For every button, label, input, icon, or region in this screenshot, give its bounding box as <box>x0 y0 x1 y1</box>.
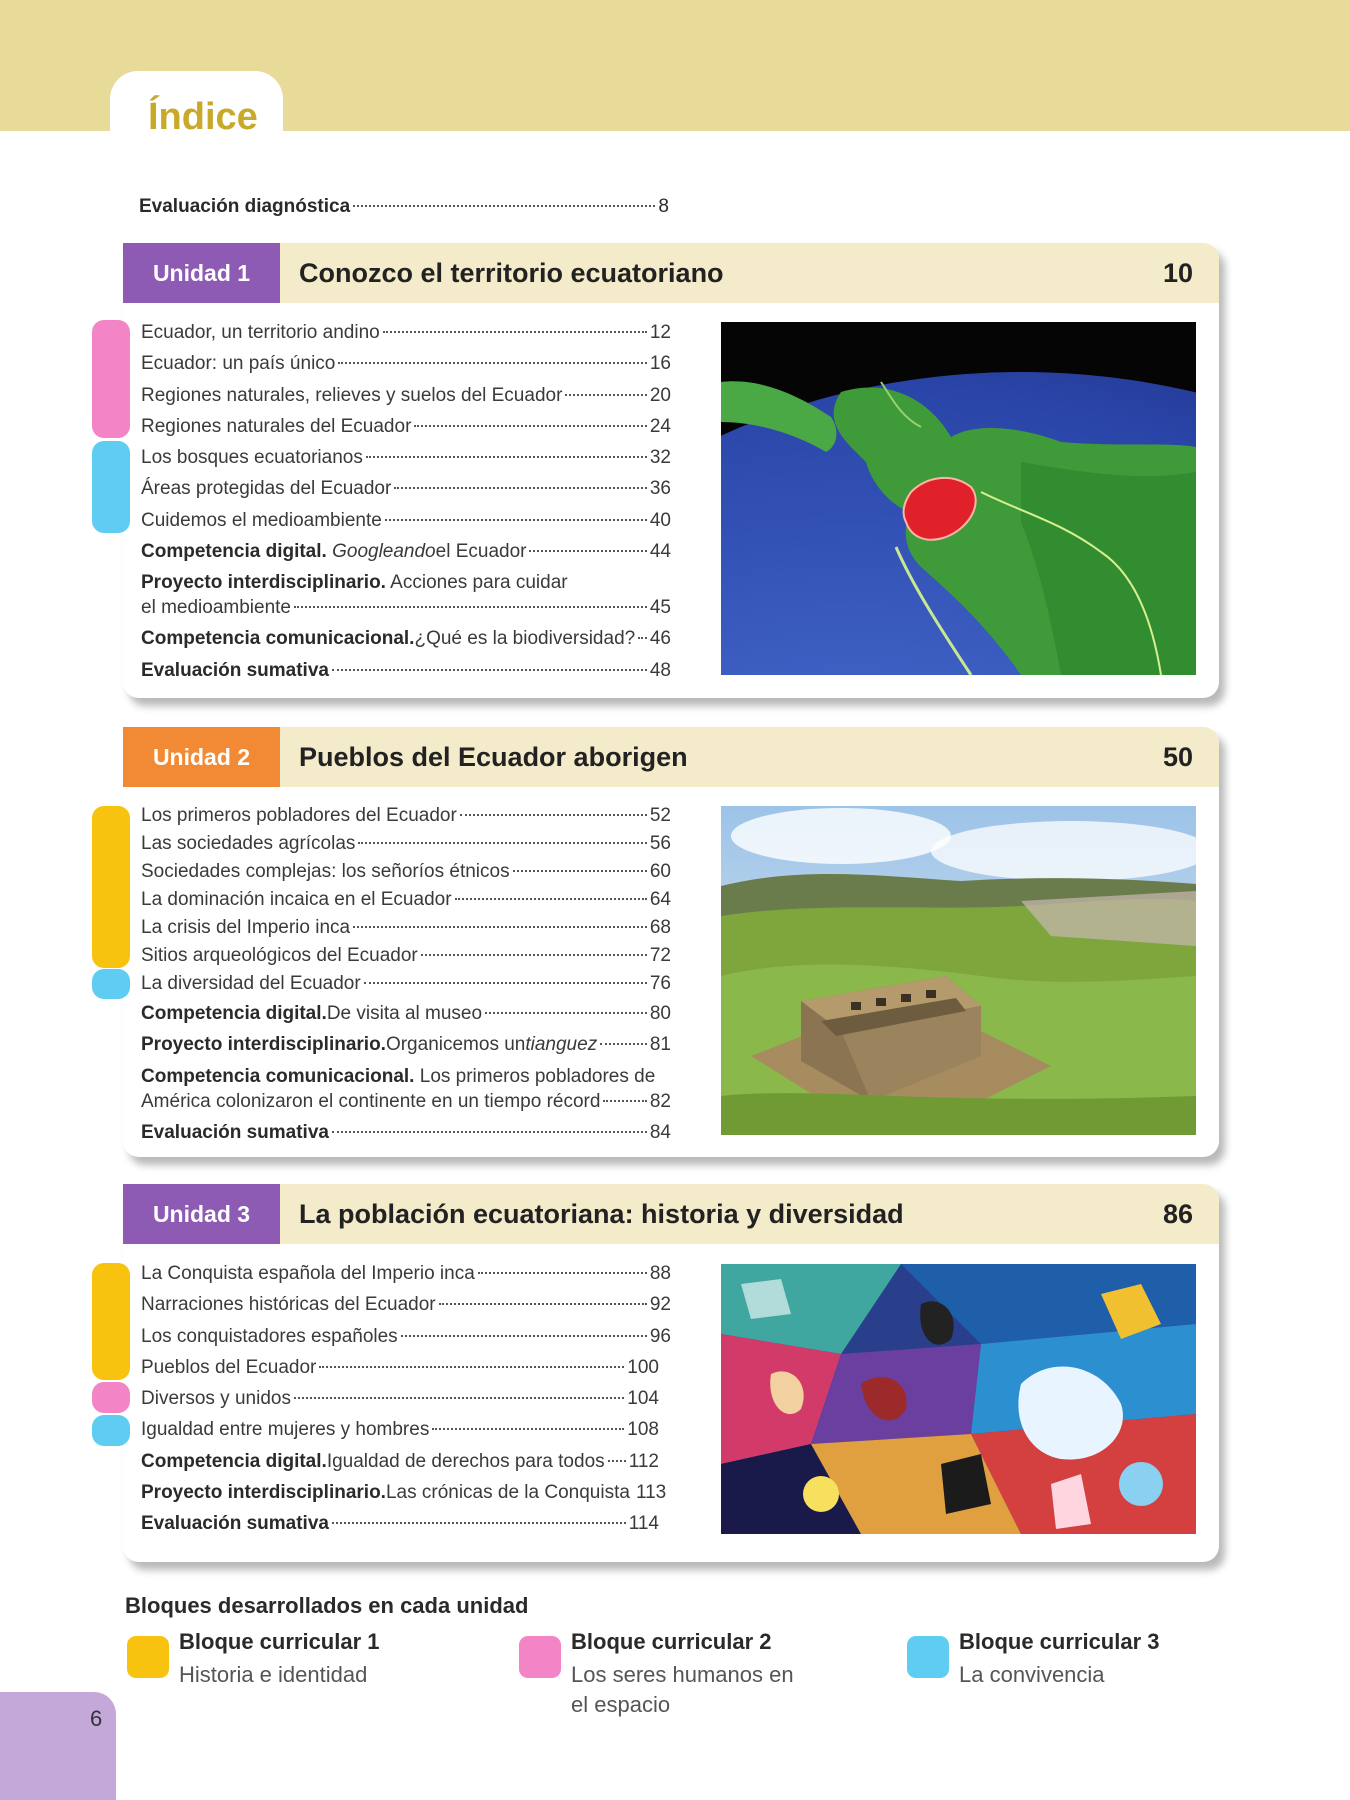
toc-unit-3 <box>141 1258 671 1540</box>
toc-entry[interactable]: Competencia comunicacional. ¿Qué es la biodiversidad? 46 <box>141 628 671 650</box>
toc-entry[interactable]: Los primeros pobladores del Ecuador 52 <box>141 805 671 826</box>
ruins-illustration <box>721 806 1196 1135</box>
bloque-1-marker <box>92 1263 130 1380</box>
toc-entry[interactable]: La crisis del Imperio inca 68 <box>141 917 671 938</box>
toc-entry[interactable]: La dominación incaica en el Ecuador 64 <box>141 889 671 910</box>
unit-3-mural-image <box>721 1264 1196 1534</box>
legend-desc: Los seres humanos en el espacio <box>571 1662 794 1717</box>
legend-swatch <box>519 1636 561 1678</box>
toc-unit-2 <box>141 802 671 1148</box>
unit-title: La población ecuatoriana: historia y diversidad <box>299 1199 904 1229</box>
toc-entry[interactable]: Igualdad entre mujeres y hombres 108 <box>141 1419 659 1441</box>
legend-desc: La convivencia <box>959 1662 1105 1687</box>
toc-entry[interactable]: Los bosques ecuatorianos 32 <box>141 447 671 469</box>
toc-entry[interactable]: Proyecto interdisciplinario. Organicemos un tianguez 81 <box>141 1034 671 1056</box>
toc-entry[interactable]: Los conquistadores españoles 96 <box>141 1325 671 1347</box>
unit-page: 86 <box>1162 1199 1193 1229</box>
legend-desc: Historia e identidad <box>179 1662 368 1687</box>
toc-entry[interactable]: Regiones naturales del Ecuador 24 <box>141 415 671 437</box>
unit-title: Conozco el territorio ecuatoriano <box>299 258 724 288</box>
unit-2-ruins-image <box>721 806 1196 1135</box>
toc-entry[interactable]: Narraciones históricas del Ecuador 92 <box>141 1294 671 1316</box>
page-number: 6 <box>90 1706 103 1731</box>
legend-name: Bloque curricular 3 <box>959 1629 1160 1654</box>
toc-entry-diagnostic <box>139 196 669 218</box>
bloque-2-marker <box>92 320 130 438</box>
toc-entry[interactable]: Diversos y unidos 104 <box>141 1388 659 1410</box>
toc-unit-1 <box>141 317 671 686</box>
page-title: Índice <box>148 96 258 138</box>
bloque-3-marker <box>92 441 130 533</box>
dot-leader <box>353 205 655 207</box>
unit-page: 50 <box>1162 742 1193 772</box>
legend-swatch <box>907 1636 949 1678</box>
legend-swatch <box>127 1636 169 1678</box>
unit-label: Unidad 3 <box>123 1184 280 1244</box>
unit-title: Pueblos del Ecuador aborigen <box>299 742 688 772</box>
toc-entry[interactable]: Proyecto interdisciplinario. Acciones para cuidar el medioambiente 45 <box>141 572 671 619</box>
toc-entry[interactable]: Sociedades complejas: los señoríos étnicos 60 <box>141 861 671 882</box>
entry-label: Evaluación diagnóstica <box>139 196 351 217</box>
toc-entry[interactable]: Evaluación sumativa 114 <box>141 1513 659 1535</box>
toc-entry[interactable]: Regiones naturales, relieves y suelos del Ecuador 20 <box>141 384 671 406</box>
toc-entry[interactable]: Las sociedades agrícolas 56 <box>141 833 671 854</box>
legend-name: Bloque curricular 2 <box>571 1629 772 1654</box>
bloque-3-marker <box>92 1415 130 1446</box>
toc-entry[interactable]: Competencia digital. Igualdad de derechos para todos 112 <box>141 1450 659 1472</box>
bloque-3-marker <box>92 969 130 999</box>
unit-label: Unidad 2 <box>123 727 280 787</box>
toc-entry[interactable]: Competencia digital. Googleando el Ecuador 44 <box>141 541 671 563</box>
toc-entry[interactable]: Evaluación sumativa 48 <box>141 659 671 681</box>
toc-entry[interactable]: La diversidad del Ecuador 76 <box>141 973 671 994</box>
toc-entry[interactable]: Proyecto interdisciplinario. Las crónicas de la Conquista 113 <box>141 1482 667 1504</box>
legend-title: Bloques desarrollados en cada unidad <box>125 1593 529 1618</box>
toc-entry[interactable]: Cuidemos el medioambiente 40 <box>141 509 671 531</box>
toc-entry[interactable]: Pueblos del Ecuador 100 <box>141 1356 659 1378</box>
bloque-1-marker <box>92 806 130 968</box>
toc-entry[interactable]: Evaluación sumativa 84 <box>141 1121 671 1143</box>
legend-name: Bloque curricular 1 <box>179 1629 380 1654</box>
toc-entry[interactable]: Sitios arqueológicos del Ecuador 72 <box>141 945 671 966</box>
bloque-2-marker <box>92 1382 130 1413</box>
toc-entry[interactable]: Competencia digital. De visita al museo 80 <box>141 1003 671 1024</box>
unit-page: 10 <box>1162 258 1193 288</box>
toc-entry[interactable]: Ecuador, un territorio andino 12 <box>141 322 671 343</box>
unit-1-globe-image <box>721 322 1196 675</box>
entry-page: 8 <box>658 196 669 217</box>
mural-illustration <box>721 1264 1196 1534</box>
toc-entry[interactable]: Ecuador: un país único 16 <box>141 353 671 375</box>
globe-illustration <box>721 322 1196 675</box>
toc-entry[interactable]: Competencia comunicacional. Los primeros pobladores de América colonizaron el continente en un tiempo récord 82 <box>141 1065 671 1112</box>
toc-entry[interactable]: Áreas protegidas del Ecuador 36 <box>141 478 671 500</box>
toc-entry[interactable]: La Conquista española del Imperio inca 88 <box>141 1263 671 1284</box>
unit-label: Unidad 1 <box>123 243 280 303</box>
